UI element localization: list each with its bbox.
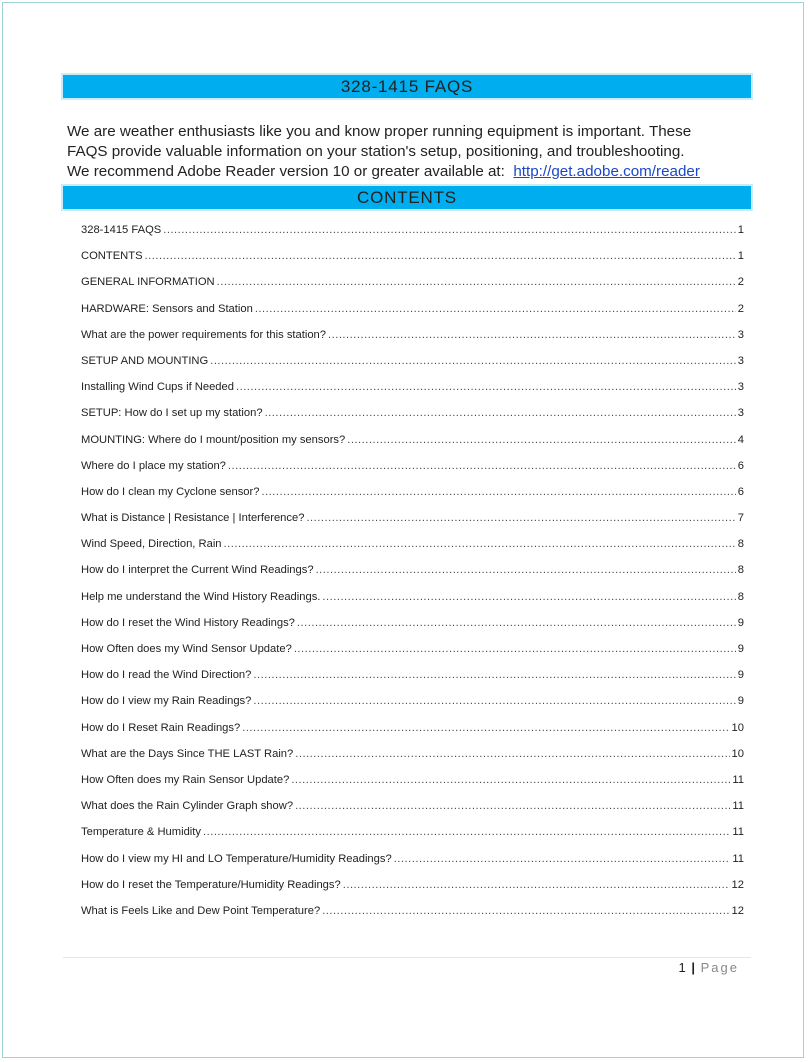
toc-entry[interactable] [81,534,744,560]
toc-entry[interactable] [81,718,744,744]
toc-entry-title: How Often does my Rain Sensor Update? [81,773,290,786]
toc-entry-page: 6 [737,485,744,498]
toc-entry-page: 12 [731,878,744,891]
toc-entry-page: 12 [731,904,744,917]
toc-entry-page: 11 [732,826,744,839]
toc-entry-title: HARDWARE: Sensors and Station [81,302,253,315]
toc-entry-title: SETUP: How do I set up my station? [81,407,263,420]
toc-entry[interactable] [81,822,744,848]
toc-dot-leader [297,613,736,633]
document-page [2,2,804,1058]
toc-dot-leader [163,220,736,240]
toc-entry-title: What are the Days Since THE LAST Rain? [81,747,294,760]
toc-entry-title: How do I Reset Rain Readings? [81,721,241,734]
toc-entry[interactable] [81,639,744,665]
toc-entry[interactable] [81,482,744,508]
toc-entry-title: Installing Wind Cups if Needed [81,381,234,394]
intro-line-1: We are weather enthusiasts like you and know proper running equipment is important. These [67,123,692,140]
toc-entry-title: Wind Speed, Direction, Rain [81,538,222,551]
toc-entry-title: What is Feels Like and Dew Point Temperature? [81,904,321,917]
toc-entry[interactable] [81,770,744,796]
toc-dot-leader [253,691,735,711]
toc-entry[interactable] [81,875,744,901]
table-of-contents [81,220,744,927]
footer-separator: | [691,960,695,975]
toc-entry-page: 10 [731,747,744,760]
toc-entry[interactable] [81,299,744,325]
toc-entry-page: 3 [737,407,744,420]
toc-entry-page: 1 [737,224,744,236]
toc-dot-leader [261,482,735,502]
toc-entry[interactable] [81,430,744,456]
toc-entry-title: How do I reset the Wind History Readings? [81,616,295,629]
toc-entry-page: 9 [737,669,744,682]
toc-dot-leader [242,718,729,738]
toc-entry-page: 8 [737,538,744,551]
toc-entry[interactable] [81,246,744,272]
toc-entry[interactable] [81,403,744,429]
toc-entry[interactable] [81,796,744,822]
toc-dot-leader [343,875,730,895]
toc-dot-leader [228,456,736,476]
intro-line-3 [67,162,757,182]
toc-entry-title: Temperature & Humidity [81,826,201,839]
intro-line-2: FAQS provide valuable information on your station's setup, positioning, and troubleshooting. [67,143,685,160]
toc-entry-title: MOUNTING: Where do I mount/position my sensors? [81,433,346,446]
toc-entry-page: 9 [737,643,744,655]
toc-dot-leader [394,849,731,869]
toc-entry-title: 328-1415 FAQS [81,224,162,236]
intro-line-3-text: We recommend Adobe Reader version 10 or greater available at: [67,163,505,180]
toc-entry[interactable] [81,508,744,534]
toc-entry-page: 8 [737,590,744,603]
toc-dot-leader [210,351,736,371]
toc-dot-leader [306,508,735,528]
intro-paragraph [67,122,757,182]
toc-dot-leader [253,665,735,685]
toc-entry[interactable] [81,220,744,246]
toc-entry-title: SETUP AND MOUNTING [81,354,209,367]
toc-entry[interactable] [81,377,744,403]
toc-dot-leader [328,325,736,345]
toc-dot-leader [316,560,736,580]
toc-entry-title: CONTENTS [81,250,143,263]
toc-dot-leader [295,796,730,816]
toc-entry-title: Help me understand the Wind History Readings. [81,590,321,603]
toc-dot-leader [217,272,736,292]
toc-entry-page: 2 [737,276,744,289]
toc-entry[interactable] [81,325,744,351]
toc-entry-title: Where do I place my station? [81,459,226,472]
toc-entry-title: How do I clean my Cyclone sensor? [81,485,260,498]
toc-dot-leader [236,377,736,397]
toc-entry-page: 9 [737,616,744,629]
toc-entry[interactable] [81,849,744,875]
toc-dot-leader [265,403,736,423]
toc-entry-page: 11 [732,773,744,786]
footer-page-label: Page [700,960,739,975]
toc-entry-title: What are the power requirements for this station? [81,328,326,341]
toc-entry[interactable] [81,560,744,586]
toc-entry[interactable] [81,351,744,377]
toc-entry-title: How Often does my Wind Sensor Update? [81,643,292,655]
toc-dot-leader [291,770,730,790]
toc-entry-page: 4 [737,433,744,446]
toc-entry-page: 10 [731,721,744,734]
toc-dot-leader [294,639,736,659]
toc-dot-leader [322,901,729,921]
adobe-reader-link[interactable]: http://get.adobe.com/reader [513,163,700,180]
toc-entry-page: 11 [732,852,744,865]
toc-entry[interactable] [81,665,744,691]
toc-dot-leader [145,246,736,266]
toc-entry-page: 3 [737,354,744,367]
toc-entry-title: How do I reset the Temperature/Humidity Readings? [81,878,341,891]
toc-entry-title: How do I view my HI and LO Temperature/Humidity Readings? [81,852,392,865]
contents-heading: CONTENTS [63,186,751,209]
toc-entry-title: How do I read the Wind Direction? [81,669,252,682]
toc-entry[interactable] [81,901,744,927]
toc-entry-title: How do I interpret the Current Wind Readings? [81,564,314,577]
toc-dot-leader [224,534,736,554]
toc-dot-leader [255,299,736,319]
toc-entry-page: 3 [737,328,744,341]
toc-dot-leader [322,587,735,607]
toc-dot-leader [295,744,729,764]
toc-entry-title: How do I view my Rain Readings? [81,695,252,708]
toc-entry-page: 9 [737,695,744,708]
page-footer [679,959,740,977]
toc-entry[interactable] [81,456,744,482]
toc-dot-leader [203,822,730,842]
toc-entry-page: 6 [737,459,744,472]
toc-entry-title: What does the Rain Cylinder Graph show? [81,800,294,813]
toc-entry[interactable] [81,691,744,717]
toc-entry-page: 3 [737,381,744,394]
toc-entry[interactable] [81,744,744,770]
toc-dot-leader [347,430,736,450]
toc-entry-page: 2 [737,302,744,315]
document-title: 328-1415 FAQS [63,75,751,98]
toc-entry-page: 7 [737,512,744,525]
toc-entry[interactable] [81,587,744,613]
footer-page-number: 1 [678,960,686,975]
toc-entry[interactable] [81,272,744,298]
toc-entry-page: 1 [737,250,744,263]
toc-entry-title: What is Distance | Resistance | Interference? [81,512,305,525]
toc-entry-page: 8 [737,564,744,577]
toc-entry-title: GENERAL INFORMATION [81,276,215,289]
footer-divider [63,957,751,958]
toc-entry[interactable] [81,613,744,639]
toc-entry-page: 11 [732,800,744,813]
